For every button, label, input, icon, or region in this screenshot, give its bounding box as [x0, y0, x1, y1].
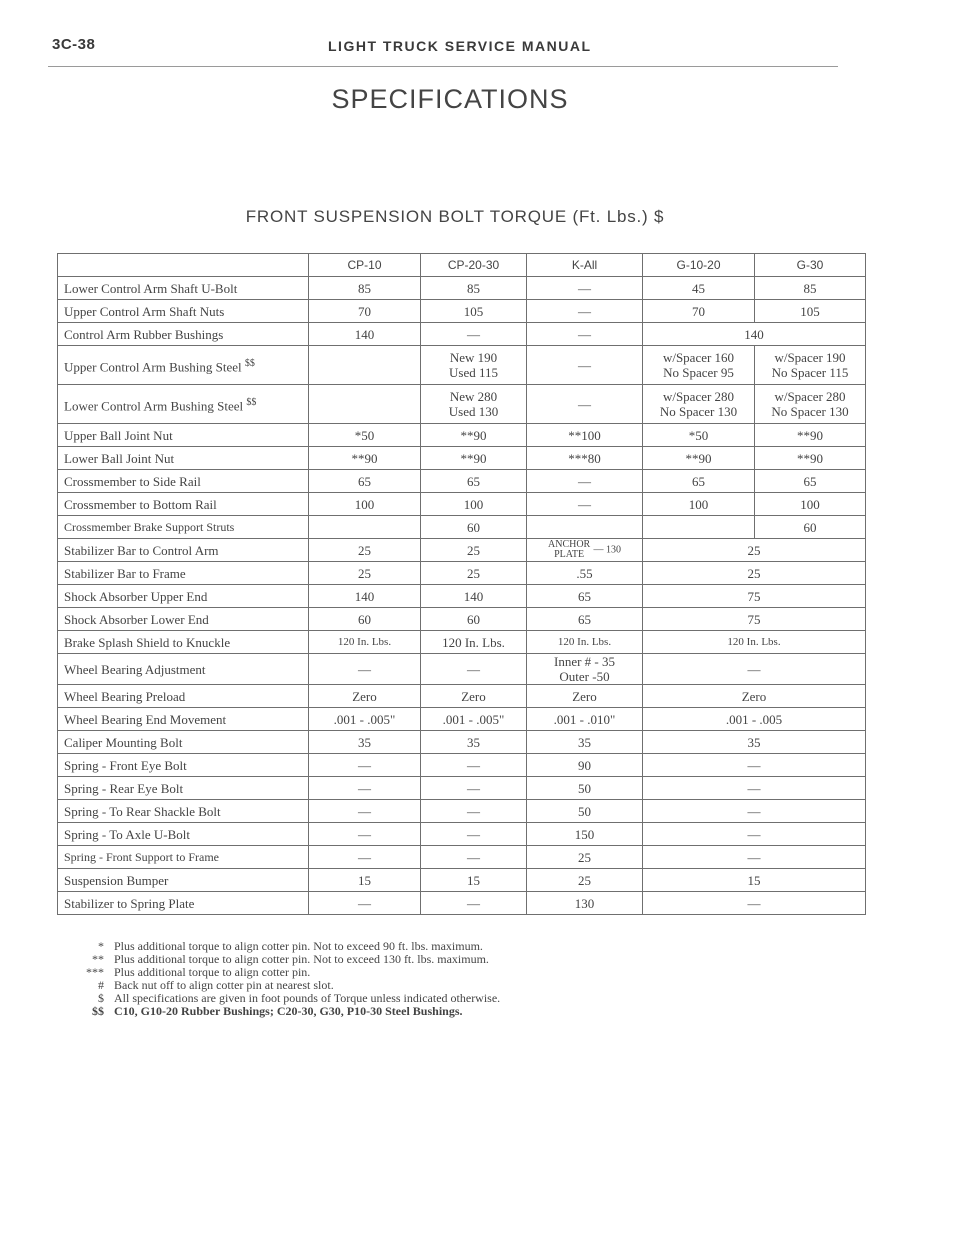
- table-row: [58, 300, 866, 323]
- footnote-mark: $$: [244, 357, 255, 369]
- table-row: [58, 562, 866, 585]
- cell-value: **100: [527, 424, 643, 447]
- cell-value: Inner # - 35 Outer -50: [527, 654, 643, 685]
- row-label: Upper Control Arm Shaft Nuts: [58, 300, 309, 323]
- cell-value: —: [309, 846, 421, 869]
- cell-value: 25: [421, 562, 527, 585]
- table-row: [58, 516, 866, 539]
- cell-value: 65: [527, 608, 643, 631]
- cell-value: .001 - .005: [643, 708, 866, 731]
- cell-value: 140: [309, 585, 421, 608]
- cell-value: 25: [309, 562, 421, 585]
- table-row: [58, 731, 866, 754]
- cell-value: 120 In. Lbs.: [421, 631, 527, 654]
- table-row: [58, 346, 866, 385]
- column-header: K-All: [527, 254, 643, 277]
- cell-value: —: [309, 823, 421, 846]
- cell-value: 65: [309, 470, 421, 493]
- row-label: Stabilizer Bar to Control Arm: [58, 539, 309, 562]
- table-row: [58, 800, 866, 823]
- cell-value: 45: [643, 277, 755, 300]
- cell-value: *50: [309, 424, 421, 447]
- cell-value: —: [527, 470, 643, 493]
- cell-value: 150: [527, 823, 643, 846]
- table-row: [58, 385, 866, 424]
- table-row: [58, 823, 866, 846]
- footnote: ** Plus additional torque to align cotter pin. Not to exceed 130 ft. lbs. maximum.: [92, 952, 489, 966]
- cell-value: .001 - .005": [309, 708, 421, 731]
- cell-value: [643, 516, 755, 539]
- cell-value: 100: [309, 493, 421, 516]
- cell-value: [309, 346, 421, 385]
- cell-value: 35: [421, 731, 527, 754]
- cell-value: 25: [421, 539, 527, 562]
- cell-value: —: [421, 323, 527, 346]
- footnote: *** Plus additional torque to align cotter pin.: [86, 965, 311, 979]
- row-label: Lower Ball Joint Nut: [58, 447, 309, 470]
- column-header: [58, 254, 309, 277]
- cell-value: .001 - .010": [527, 708, 643, 731]
- column-header: G-30: [755, 254, 866, 277]
- cell-value: 100: [755, 493, 866, 516]
- cell-value: —: [421, 846, 527, 869]
- cell-value: [309, 516, 421, 539]
- cell-value: 100: [421, 493, 527, 516]
- footnote-mark: $$: [246, 396, 257, 408]
- table-row: [58, 585, 866, 608]
- cell-value: 130: [527, 892, 643, 915]
- cell-value: 60: [421, 608, 527, 631]
- cell-value: —: [527, 277, 643, 300]
- row-label: Stabilizer to Spring Plate: [58, 892, 309, 915]
- cell-value: —: [527, 323, 643, 346]
- cell-value: —: [643, 654, 866, 685]
- cell-value: 70: [309, 300, 421, 323]
- cell-value: 25: [643, 539, 866, 562]
- cell-value: 85: [755, 277, 866, 300]
- cell-value: 70: [643, 300, 755, 323]
- column-header: CP-10: [309, 254, 421, 277]
- cell-value: —: [643, 846, 866, 869]
- cell-value: 140: [309, 323, 421, 346]
- cell-value: —: [421, 823, 527, 846]
- footnote: * Plus additional torque to align cotter pin. Not to exceed 90 ft. lbs. maximum.: [98, 939, 483, 953]
- table-row: [58, 470, 866, 493]
- table-row: [58, 323, 866, 346]
- cell-value: 140: [421, 585, 527, 608]
- cell-value: 75: [643, 608, 866, 631]
- cell-value: ANCHOR PLATE — 130: [527, 539, 643, 562]
- row-label: Crossmember Brake Support Struts: [58, 516, 309, 539]
- cell-value: —: [421, 800, 527, 823]
- table-row: [58, 424, 866, 447]
- cell-value: —: [309, 892, 421, 915]
- row-label: Wheel Bearing End Movement: [58, 708, 309, 731]
- column-header: CP-20-30: [421, 254, 527, 277]
- cell-value: —: [643, 892, 866, 915]
- cell-value: 140: [643, 323, 866, 346]
- cell-value: 65: [755, 470, 866, 493]
- anchor-plate-label: ANCHOR PLATE: [548, 539, 591, 560]
- page-title: SPECIFICATIONS: [331, 84, 569, 114]
- cell-value: Zero: [309, 685, 421, 708]
- row-label: Brake Splash Shield to Knuckle: [58, 631, 309, 654]
- footnote: $$ C10, G10-20 Rubber Bushings; C20-30, G30, P10-30 Steel Bushings.: [92, 1004, 463, 1018]
- row-label: Lower Control Arm Shaft U-Bolt: [58, 277, 309, 300]
- row-label: Caliper Mounting Bolt: [58, 731, 309, 754]
- cell-value: [309, 385, 421, 424]
- cell-value: 15: [643, 869, 866, 892]
- footnotes: [58, 940, 818, 1018]
- cell-value: Zero: [527, 685, 643, 708]
- table-row: [58, 846, 866, 869]
- cell-value: —: [309, 777, 421, 800]
- page-header: [48, 32, 838, 67]
- cell-value: 25: [527, 846, 643, 869]
- table-row: [58, 539, 866, 562]
- cell-value: 60: [755, 516, 866, 539]
- cell-value: 15: [421, 869, 527, 892]
- footnote: $ All specifications are given in foot pounds of Torque unless indicated otherwise.: [98, 991, 501, 1005]
- cell-value: 85: [421, 277, 527, 300]
- row-label: Spring - Rear Eye Bolt: [58, 777, 309, 800]
- table-title: FRONT SUSPENSION BOLT TORQUE (Ft. Lbs.) $: [245, 207, 665, 226]
- cell-value: **90: [755, 424, 866, 447]
- cell-value: Zero: [643, 685, 866, 708]
- row-label: Upper Control Arm Bushing Steel $$: [58, 346, 309, 385]
- cell-value: **90: [309, 447, 421, 470]
- cell-value: 65: [527, 585, 643, 608]
- cell-value: 120 In. Lbs.: [643, 631, 866, 654]
- table-row: [58, 869, 866, 892]
- cell-value: **90: [421, 424, 527, 447]
- row-label: Spring - Front Support to Frame: [58, 846, 309, 869]
- cell-value: —: [309, 654, 421, 685]
- cell-value: —: [421, 892, 527, 915]
- cell-value: w/Spacer 280 No Spacer 130: [755, 385, 866, 424]
- row-label: Crossmember to Side Rail: [58, 470, 309, 493]
- cell-value: —: [527, 493, 643, 516]
- cell-value: —: [527, 300, 643, 323]
- table-row: [58, 654, 866, 685]
- row-label: Crossmember to Bottom Rail: [58, 493, 309, 516]
- cell-value: 120 In. Lbs.: [309, 631, 421, 654]
- cell-value: [527, 516, 643, 539]
- table-row: [58, 754, 866, 777]
- table-row: [58, 777, 866, 800]
- cell-value: 100: [643, 493, 755, 516]
- cell-value: **90: [643, 447, 755, 470]
- row-label: Spring - Front Eye Bolt: [58, 754, 309, 777]
- cell-value: 25: [309, 539, 421, 562]
- cell-value: 25: [643, 562, 866, 585]
- row-label: Suspension Bumper: [58, 869, 309, 892]
- cell-value: —: [309, 754, 421, 777]
- cell-value: New 280 Used 130: [421, 385, 527, 424]
- cell-value: —: [643, 823, 866, 846]
- cell-value: —: [643, 777, 866, 800]
- cell-value: w/Spacer 190 No Spacer 115: [755, 346, 866, 385]
- table-row: [58, 631, 866, 654]
- cell-value: —: [309, 800, 421, 823]
- cell-value: .001 - .005": [421, 708, 527, 731]
- row-label: Shock Absorber Upper End: [58, 585, 309, 608]
- table-row: [58, 892, 866, 915]
- cell-value: 50: [527, 777, 643, 800]
- row-label: Control Arm Rubber Bushings: [58, 323, 309, 346]
- cell-value: 25: [527, 869, 643, 892]
- torque-table: [57, 253, 866, 915]
- table-header-row: [58, 254, 866, 277]
- cell-value: 65: [421, 470, 527, 493]
- cell-value: 60: [421, 516, 527, 539]
- cell-value: 105: [755, 300, 866, 323]
- cell-value: New 190 Used 115: [421, 346, 527, 385]
- row-label: Lower Control Arm Bushing Steel $$: [58, 385, 309, 424]
- table-row: [58, 493, 866, 516]
- cell-value: 50: [527, 800, 643, 823]
- table-row: [58, 608, 866, 631]
- manual-title: LIGHT TRUCK SERVICE MANUAL: [328, 38, 592, 54]
- cell-value: w/Spacer 160 No Spacer 95: [643, 346, 755, 385]
- table-row: [58, 708, 866, 731]
- row-label: Shock Absorber Lower End: [58, 608, 309, 631]
- cell-value: 105: [421, 300, 527, 323]
- table-row: [58, 685, 866, 708]
- cell-value: 85: [309, 277, 421, 300]
- cell-value: 120 In. Lbs.: [527, 631, 643, 654]
- table-row: [58, 277, 866, 300]
- cell-value: w/Spacer 280 No Spacer 130: [643, 385, 755, 424]
- cell-value: —: [527, 385, 643, 424]
- cell-value: ***80: [527, 447, 643, 470]
- cell-value: 15: [309, 869, 421, 892]
- page-number: 3C-38: [52, 36, 96, 53]
- footnote: # Back nut off to align cotter pin at nearest slot.: [98, 978, 334, 992]
- cell-value: **90: [421, 447, 527, 470]
- cell-value: —: [643, 800, 866, 823]
- cell-value: 35: [643, 731, 866, 754]
- cell-value: 35: [309, 731, 421, 754]
- cell-value: 90: [527, 754, 643, 777]
- table-row: [58, 447, 866, 470]
- cell-value: .55: [527, 562, 643, 585]
- column-header: G-10-20: [643, 254, 755, 277]
- row-label: Spring - To Rear Shackle Bolt: [58, 800, 309, 823]
- cell-value: —: [643, 754, 866, 777]
- cell-value: —: [527, 346, 643, 385]
- cell-value: 65: [643, 470, 755, 493]
- cell-value: 75: [643, 585, 866, 608]
- cell-value: **90: [755, 447, 866, 470]
- row-label: Wheel Bearing Preload: [58, 685, 309, 708]
- cell-value: Zero: [421, 685, 527, 708]
- row-label: Spring - To Axle U-Bolt: [58, 823, 309, 846]
- row-label: Stabilizer Bar to Frame: [58, 562, 309, 585]
- cell-value: —: [421, 654, 527, 685]
- row-label: Upper Ball Joint Nut: [58, 424, 309, 447]
- cell-value: —: [421, 777, 527, 800]
- cell-value: *50: [643, 424, 755, 447]
- cell-value: 60: [309, 608, 421, 631]
- cell-value: 35: [527, 731, 643, 754]
- cell-value: —: [421, 754, 527, 777]
- row-label: Wheel Bearing Adjustment: [58, 654, 309, 685]
